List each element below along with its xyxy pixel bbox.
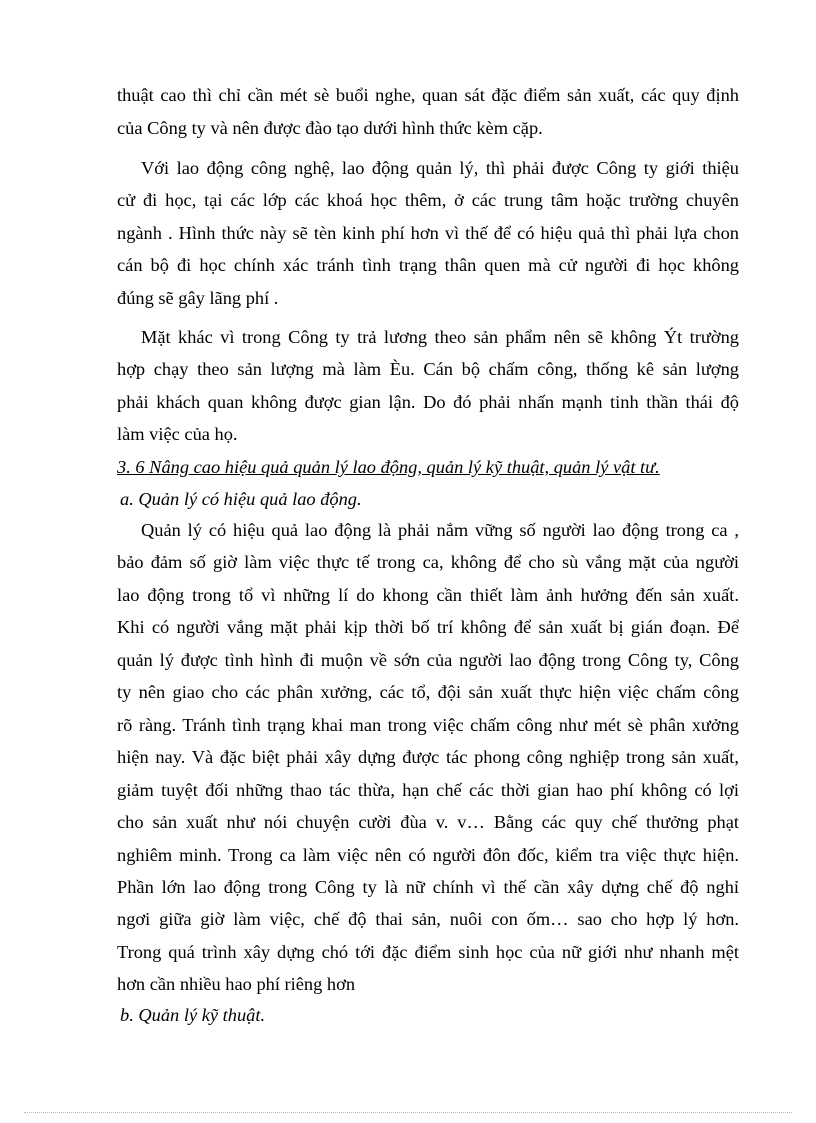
text-line: cử đi học, tại các lớp các khoá học thêm, ở các trung tâm hoặc trường chuyên <box>117 190 739 210</box>
text-line: làm việc của họ. <box>117 424 238 444</box>
section-heading: 3. 6 Nâng cao hiệu quả quản lý lao động, quản lý kỹ thuật, quản lý vật tư. <box>117 457 660 477</box>
text-line: Trong quá trình xây dựng chó tới đặc điểm sinh học của nữ giới như nhanh mệt <box>117 942 739 962</box>
text-line: hơn cần nhiều hao phí riêng hơn <box>117 974 356 994</box>
subsection-heading: a. Quản lý có hiệu quả lao động. <box>120 489 362 509</box>
text-line: hiện nay. Và đặc biệt phải xây dựng được tác phong công nghiệp trong sản xuất, <box>117 747 739 767</box>
text-line: giảm tuyệt đối những thao tác thừa, hạn chế các thời gian hao phí không có lợi <box>117 780 739 800</box>
subsection-heading: b. Quản lý kỹ thuật. <box>120 1005 266 1025</box>
text-line: cán bộ đi học chính xác tránh tình trạng thân quen mà cử người đi học không <box>117 255 739 275</box>
text-line: thuật cao thì chỉ cần mét sè buổi nghe, quan sát đặc điểm sản xuất, các quy định <box>117 85 739 105</box>
text-line: đúng sẽ gây lãng phí . <box>117 288 279 308</box>
text-line: ngơi giữa giờ làm việc, chế độ thai sản, nuôi con ốm… sao cho hợp lý hơn. <box>117 909 739 929</box>
text-line: ty nên giao cho các phân xưởng, các tổ, đội sản xuất thực hiện việc chấm công <box>117 682 739 702</box>
text-line: của Công ty và nên được đào tạo dưới hình thức kèm cặp. <box>117 118 543 138</box>
text-line: lao động trong tổ vì những lí do khong cần thiết làm ảnh hưởng đến sản xuất. <box>117 585 739 605</box>
text-line: phải khách quan không được gian lận. Do đó phải nhấn mạnh tinh thần thái độ <box>117 392 739 412</box>
paragraph-first-line: Quản lý có hiệu quả lao động là phải nắm vững số người lao động trong ca , <box>141 520 739 540</box>
text-line: Phần lớn lao động trong Công ty là nữ chính vì thế cần xây dựng chế độ nghỉ <box>117 877 739 897</box>
text-line: Khi có người vắng mặt phải kịp thời bố trí không để sản xuất bị gián đoạn. Để <box>117 617 739 637</box>
text-line: hợp chạy theo sản lượng mà làm Èu. Cán bộ chấm công, thống kê sản lượng <box>117 359 739 379</box>
text-line: nghiêm minh. Trong ca làm việc nên có người đôn đốc, kiểm tra việc thực hiện. <box>117 845 739 865</box>
text-line: ngành . Hình thức này sẽ tèn kinh phí hơn vì thế để có hiệu quả thì phải lựa chon <box>117 223 739 243</box>
text-line: rõ ràng. Tránh tình trạng khai man trong việc chấm công như mét sè phân xưởng <box>117 715 739 735</box>
text-line: cho sản xuất như nói chuyện cười đùa v. v… Bằng các quy chế thưởng phạt <box>117 812 739 832</box>
paragraph-first-line: Với lao động công nghệ, lao động quản lý, thì phải được Công ty giới thiệu <box>141 158 739 178</box>
text-line: quản lý được tình hình đi muộn về sớn của người lao động trong Công ty, Công <box>117 650 739 670</box>
page-bottom-rule <box>24 1112 792 1113</box>
paragraph-first-line: Mặt khác vì trong Công ty trả lương theo sản phẩm nên sẽ không Ýt trường <box>141 327 739 347</box>
text-line: bảo đảm số giờ làm việc thực tế trong ca, không để cho sù vắng mặt của người <box>117 552 739 572</box>
